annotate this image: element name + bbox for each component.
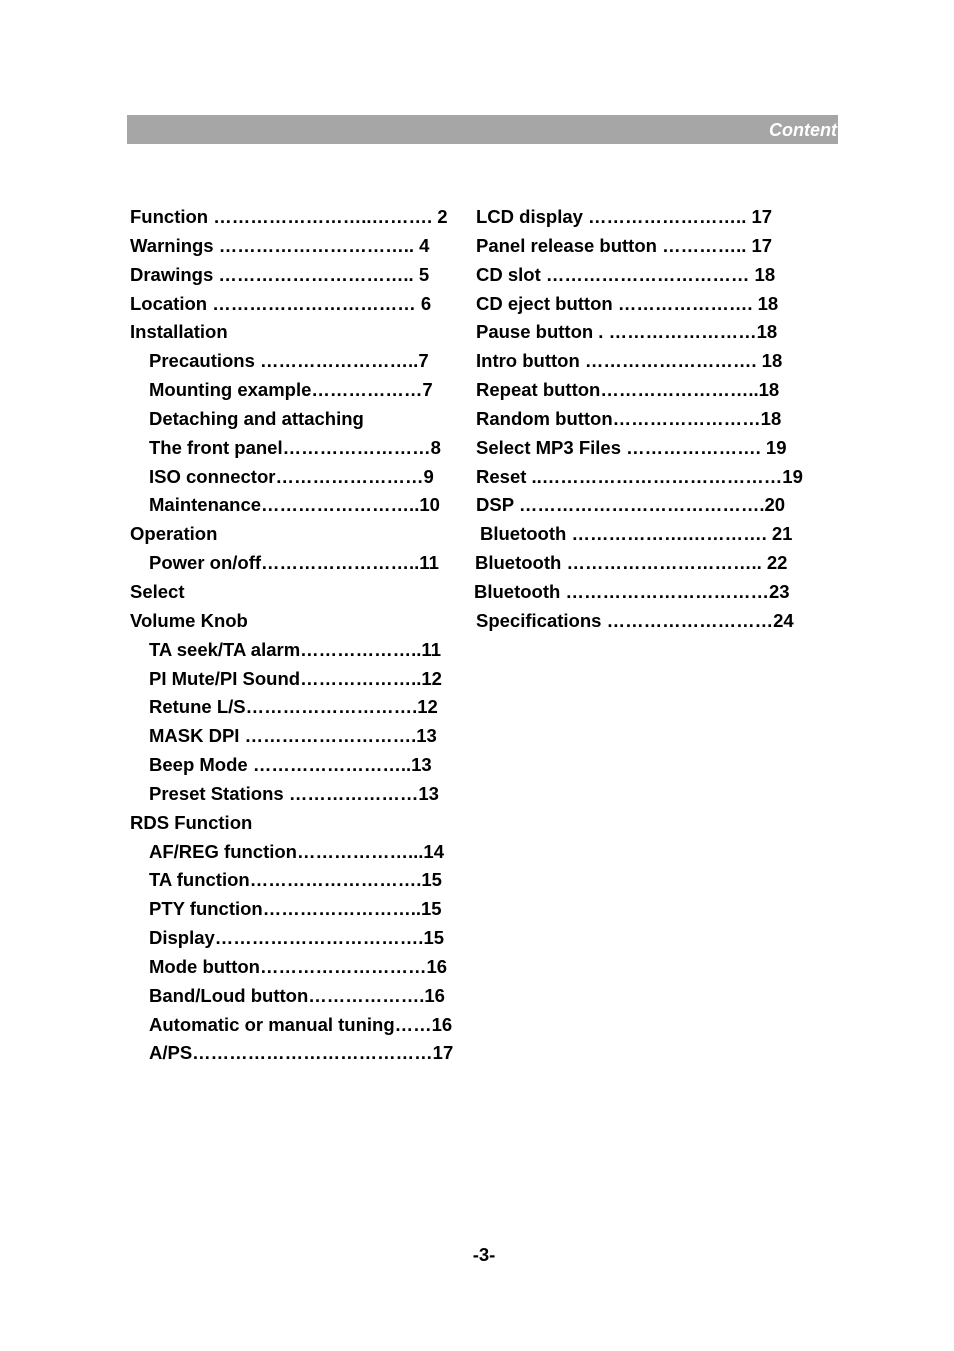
toc-entry: DSP ………………………………….20 — [476, 494, 786, 516]
toc-entry: LCD display …………………….. 17 — [476, 206, 773, 227]
toc-section-heading: Volume Knob — [130, 609, 248, 631]
toc-entry: Function ……………………..………. 2 — [130, 206, 448, 227]
toc-entry: Specifications ………………………24 — [476, 609, 794, 631]
toc-entry: Reset ..…………………………………19 — [476, 465, 803, 487]
toc-subentry: Automatic or manual tuning……16 — [149, 1013, 453, 1035]
toc-section-heading: Installation — [130, 321, 228, 343]
page-number: -3- — [472, 1244, 496, 1265]
toc-entry: Random button……………………18 — [476, 407, 782, 429]
toc-subentry: Detaching and attaching — [149, 407, 364, 429]
toc-left-column — [130, 203, 453, 1068]
toc-entry: Select MP3 Files …………………. 19 — [476, 436, 787, 458]
toc-entry: Panel release button ………….. 17 — [476, 234, 773, 256]
toc-entry: Pause button . ……………………18 — [476, 321, 778, 343]
toc-subentry: PTY function……………………..15 — [149, 898, 442, 920]
toc-right-column — [476, 203, 803, 636]
toc-section-heading: Operation — [130, 523, 218, 545]
toc-subentry: PI Mute/PI Sound………………..12 — [149, 667, 442, 689]
toc-entry: Drawings ………………………….. 5 — [130, 263, 430, 285]
toc-subentry: Band/Loud button……………….16 — [149, 984, 445, 1006]
toc-section-heading: Select — [130, 580, 185, 602]
toc-subentry: Precautions ……………………..7 — [149, 350, 429, 372]
toc-entry: Bluetooth ……………….…………. 21 — [480, 523, 793, 545]
toc-entry: Bluetooth ………………………….. 22 — [475, 552, 788, 574]
toc-subentry: Beep Mode ……………………..13 — [149, 754, 432, 776]
toc-entry: Bluetooth ……………………………23 — [474, 580, 790, 602]
header-title: Content — [769, 120, 837, 140]
toc-subentry: Retune L/S……………………….12 — [149, 696, 438, 718]
toc-entry: Repeat button……………………..18 — [476, 379, 780, 401]
toc-entry: Warnings ………………………….. 4 — [130, 234, 430, 256]
toc-subentry: Preset Stations …………………13 — [149, 782, 439, 804]
toc-subentry: TA function……………………….15 — [149, 869, 442, 891]
toc-subentry: The front panel……………………8 — [149, 436, 441, 458]
toc-subentry: ISO connector……………………9 — [149, 465, 434, 487]
toc-subentry: A/PS…………………………………17 — [149, 1042, 454, 1064]
toc-subentry: TA seek/TA alarm………………..11 — [149, 638, 441, 660]
toc-entry: Location …………………………… 6 — [130, 292, 432, 314]
toc-subentry: MASK DPI ……………………….13 — [149, 725, 437, 747]
toc-subentry: Display…………………………….15 — [149, 927, 445, 949]
header-bar — [127, 115, 838, 144]
toc-section-heading: RDS Function — [130, 811, 253, 833]
toc-entry: CD slot …………………………… 18 — [476, 263, 776, 285]
toc-entry: CD eject button …………………. 18 — [476, 292, 779, 314]
toc-entry: Intro button ………………………. 18 — [476, 350, 783, 372]
toc-subentry: Mounting example………………7 — [149, 379, 433, 401]
toc-subentry: AF/REG function………………...14 — [149, 840, 444, 862]
toc-subentry: Power on/off……………………..11 — [149, 552, 439, 574]
toc-subentry: Mode button………………………16 — [149, 955, 448, 977]
toc-subentry: Maintenance……………………..10 — [149, 494, 440, 516]
